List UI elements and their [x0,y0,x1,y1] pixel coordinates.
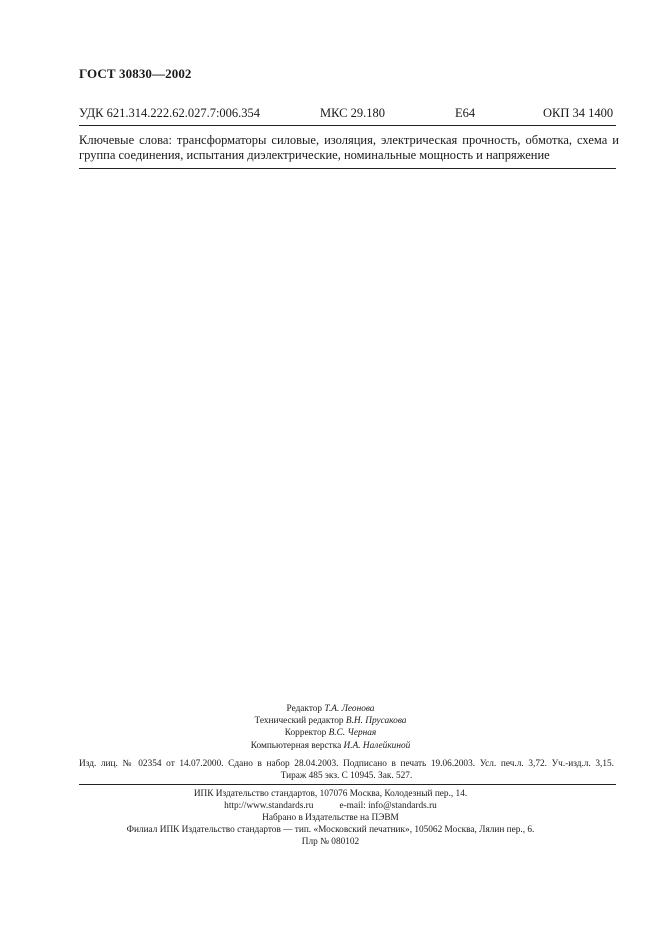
corrector-label: Корректор [284,728,327,739]
okp-code: ОКП 34 1400 [543,106,614,120]
tech-editor-credit [0,715,661,727]
publication-line-2: Тираж 485 экз. С 10945. Зак. 527. [280,771,413,781]
mks-code: МКС 29.180 [320,106,385,120]
divider-bottom [79,784,616,785]
standard-number: ГОСТ 30830—2002 [79,66,192,81]
keywords-line-1: Ключевые слова: трансформаторы силовые, изоляция, электрическая прочность, обмотка, схема и [79,133,619,147]
website-link[interactable]: http://www.standards.ru [224,801,314,811]
layout-credit [0,740,661,752]
tech-editor-name: В.Н. Прусакова [345,716,407,727]
e-code: Е64 [455,106,476,120]
corrector-name: В.С. Черная [328,728,377,739]
keywords-block [79,133,619,162]
email-link[interactable]: e-mail: info@standards.ru [339,801,437,811]
editor-credit [0,703,661,715]
editor-name: Т.А. Леонова [324,704,375,714]
udk-code: УДК 621.314.222.62.027.7:006.354 [79,106,261,120]
tech-editor-label: Технический редактор [254,716,344,727]
printer-info [0,788,661,848]
publisher-address: ИПК Издательство стандартов, 107076 Москва, Колодезный пер., 14. [193,789,468,799]
contact-row [0,800,661,812]
branch-address: Филиал ИПК Издательство стандартов — тип. «Московский печатник», 105062 Москва, Лялин пер., 6. [126,825,535,835]
divider-keywords [79,168,616,169]
credits-block [0,703,661,752]
publication-line-1: Изд. лиц. № 02354 от 14.07.2000. Сдано в набор 28.04.2003. Подписано в печать 19.06.2003. Усл. печ.л. 3,72. Уч.-изд.л. 3,15. [79,759,614,769]
typeset-note: Набрано в Издательстве на ПЭВМ [262,813,399,823]
keywords-line-2: группа соединения, испытания диэлектрические, номинальные мощность и напряжение [79,147,550,162]
publication-info [79,758,614,782]
layout-name: И.А. Налейкиной [343,740,411,751]
editor-label: Редактор [286,704,323,714]
corrector-credit [0,727,661,739]
divider-top [79,125,616,126]
plr-number: Плр № 080102 [301,837,360,847]
layout-label: Компьютерная верстка [250,740,342,751]
